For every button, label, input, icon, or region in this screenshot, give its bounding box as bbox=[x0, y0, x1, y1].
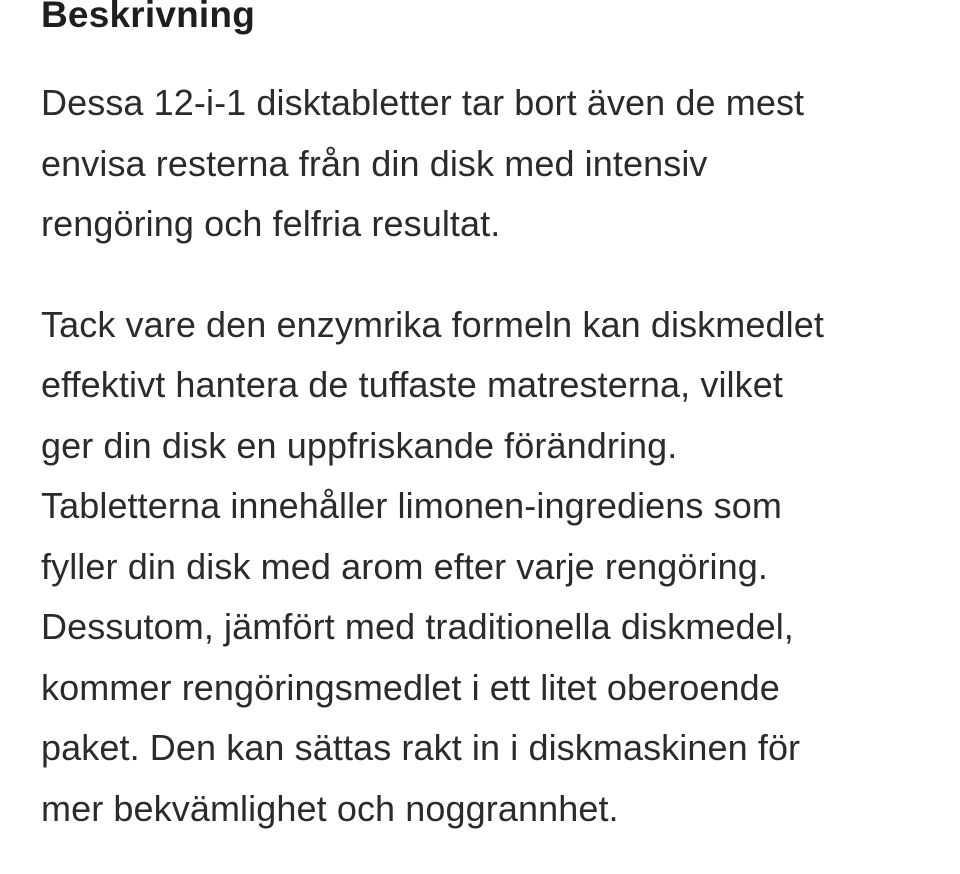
paragraph-2-line-2: effektivt hantera de tuffaste matresterna, vilket bbox=[41, 364, 783, 405]
paragraph-2-line-3: ger din disk en uppfriskande förändring. bbox=[41, 424, 678, 466]
product-description bbox=[41, 0, 941, 839]
paragraph-1-line-3: rengöring och felfria resultat. bbox=[41, 203, 501, 244]
paragraph-2-line-6: Dessutom, jämfört med traditionella diskmedel, bbox=[41, 606, 794, 647]
description-paragraph-1 bbox=[41, 73, 941, 255]
paragraph-1-line-1: Dessa 12-i-1 disktabletter tar bort även de mest bbox=[41, 82, 805, 123]
paragraph-2-line-9: mer bekvämlighet och noggrannhet. bbox=[41, 787, 619, 829]
paragraph-2-line-5: fyller din disk med arom efter varje rengöring. bbox=[41, 545, 769, 587]
paragraph-2-line-1: Tack vare den enzymrika formeln kan diskmedlet bbox=[41, 303, 824, 345]
paragraph-1-line-2: envisa resterna från din disk med intensiv bbox=[41, 142, 708, 184]
description-paragraph-2 bbox=[41, 295, 941, 840]
section-title: Beskrivning bbox=[41, 0, 255, 35]
paragraph-2-line-4: Tabletterna innehåller limonen-ingrediens som bbox=[41, 485, 782, 526]
paragraph-2-line-8: paket. Den kan sättas rakt in i diskmaskinen för bbox=[41, 727, 801, 768]
paragraph-2-line-7: kommer rengöringsmedlet i ett litet oberoende bbox=[41, 666, 780, 708]
